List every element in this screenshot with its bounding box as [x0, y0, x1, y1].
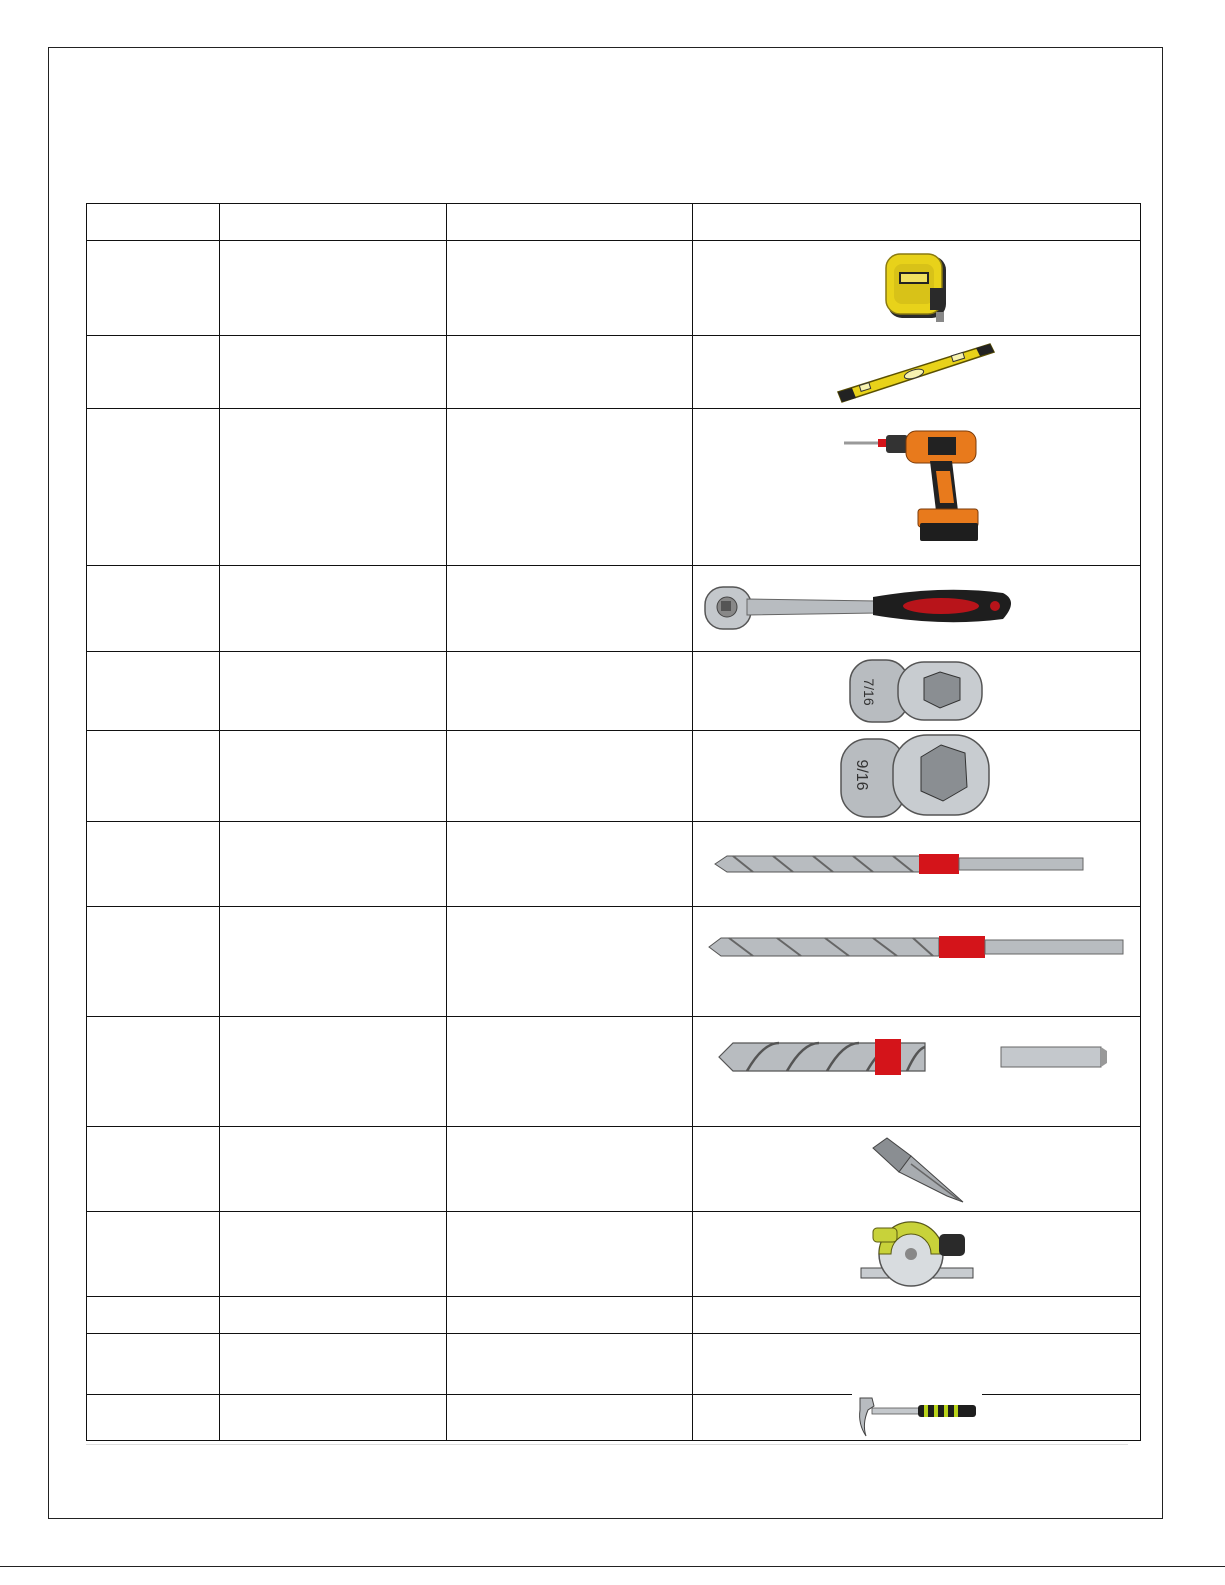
table-row	[87, 652, 1141, 731]
masonry-bit-icon	[717, 1037, 1107, 1077]
table-row	[87, 1127, 1141, 1212]
screwdriver-bit-icon	[867, 1134, 967, 1204]
bottom-rule	[0, 1566, 1225, 1567]
column-header	[693, 204, 1141, 241]
drill-bit-long-icon	[707, 932, 1127, 962]
hammer-icon	[852, 1394, 982, 1438]
table-header-row	[87, 204, 1141, 241]
tool-list-table	[86, 203, 1141, 1441]
column-header	[447, 204, 693, 241]
table-row	[87, 409, 1141, 566]
table-row	[87, 1395, 1141, 1441]
table-row	[87, 731, 1141, 822]
socket-size-label: 7/16	[860, 678, 877, 706]
document-title	[86, 110, 1140, 140]
column-header	[220, 204, 447, 241]
socket-7-16-icon	[842, 652, 992, 730]
footer-rule	[86, 1444, 1128, 1445]
table-row	[87, 336, 1141, 409]
table-row	[87, 907, 1141, 1017]
socket-size-label: 9/16	[852, 759, 870, 791]
spirit-level-icon	[832, 336, 1002, 408]
tape-measure-icon	[882, 248, 952, 328]
column-header	[87, 204, 220, 241]
table-row	[87, 241, 1141, 336]
table-row	[87, 1297, 1141, 1334]
circular-saw-icon	[857, 1214, 977, 1294]
socket-9-16-icon	[837, 731, 997, 821]
table-row	[87, 566, 1141, 652]
table-row	[87, 1212, 1141, 1297]
table-row	[87, 1017, 1141, 1127]
drill-bit-small-icon	[713, 849, 1093, 879]
ratchet-wrench-icon	[703, 579, 1023, 639]
table-row	[87, 1334, 1141, 1395]
cordless-drill-icon	[842, 431, 992, 543]
table-row	[87, 822, 1141, 907]
